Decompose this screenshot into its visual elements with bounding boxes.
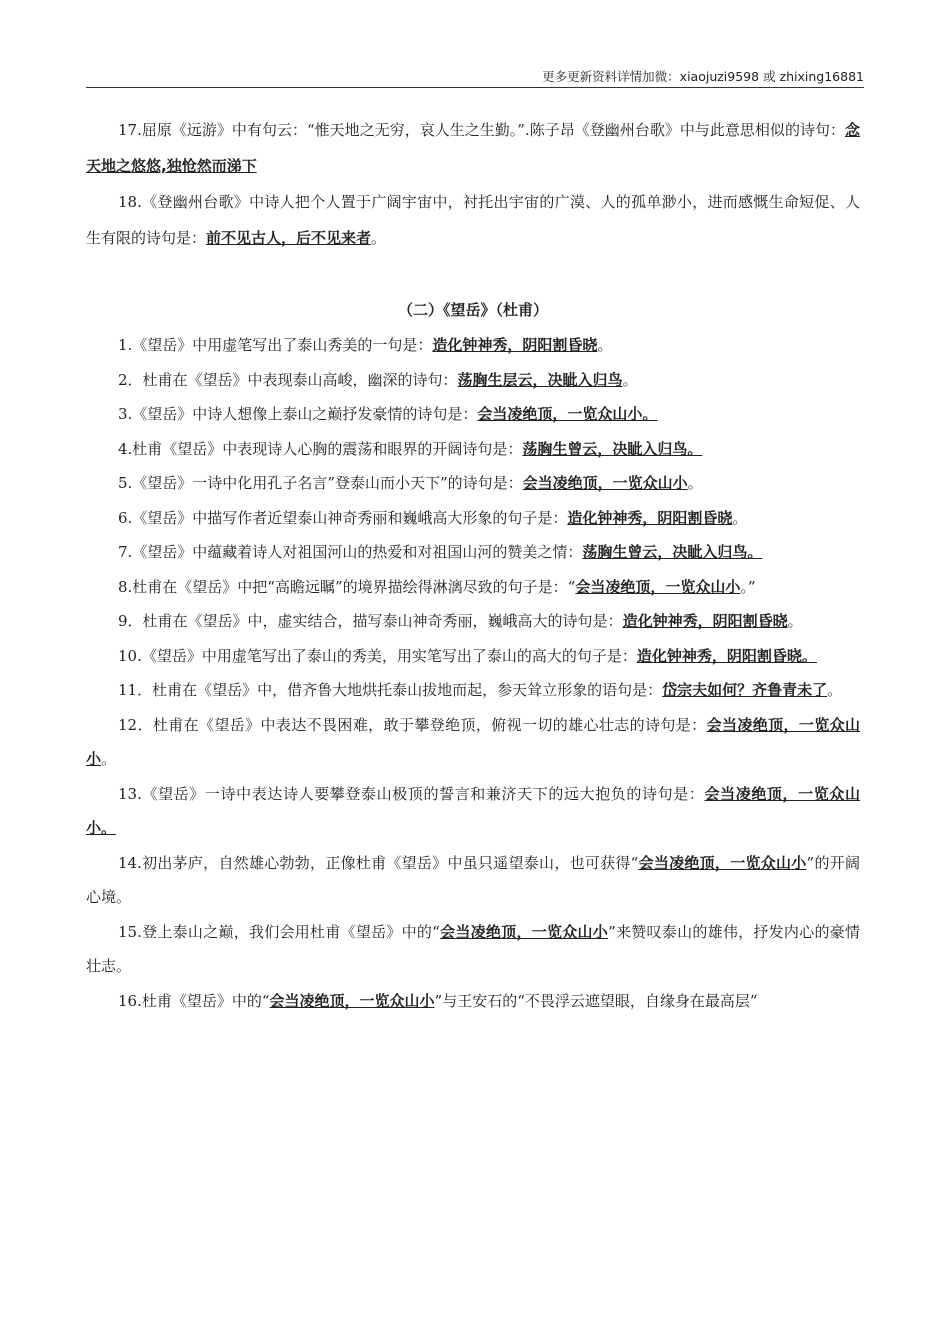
question-text: 17.屈原《远游》中有句云：“惟天地之无穷，哀人生之生勤。”.陈子昂《登幽州台歌》中与此意思相似的诗句： <box>118 121 845 139</box>
question-18 <box>86 184 860 256</box>
answer-text: 会当凌绝顶，一览众山小 <box>269 991 435 1010</box>
question-tail: 。 <box>787 612 803 630</box>
answer-text: 会当凌绝顶，一览众山小 <box>638 853 807 872</box>
question-text: 13.《望岳》一诗中表达诗人要攀登泰山极顶的誓言和兼济天下的远大抱负的诗句是： <box>118 784 705 803</box>
item-4 <box>86 432 860 467</box>
question-tail: 。 <box>732 508 748 527</box>
question-text: 12．杜甫在《望岳》中表达不畏困难，敢于攀登绝顶，俯视一切的雄心壮志的诗句是： <box>118 715 707 734</box>
question-tail: 。 <box>101 750 117 768</box>
page-header <box>86 67 864 88</box>
question-tail: 。 <box>827 681 843 699</box>
answer-text: 荡胸生曾云，决眦入归鸟。 <box>522 439 703 458</box>
answer-text: 会当凌绝顶，一览众山小 <box>439 922 609 941</box>
question-text: 1.《望岳》中用虚笔写出了泰山秀美的一句是： <box>118 336 433 354</box>
answer-text: 造化钟神秀，阴阳割昏晓 <box>432 336 598 354</box>
item-13 <box>86 777 860 846</box>
item-8 <box>86 570 860 605</box>
item-12 <box>86 708 860 777</box>
item-11 <box>86 673 860 708</box>
item-7 <box>86 535 860 570</box>
answer-text: 会当凌绝顶，一览众山小 <box>86 715 860 768</box>
item-2 <box>86 363 860 398</box>
item-3 <box>86 397 860 432</box>
question-tail: 。” <box>740 577 756 596</box>
document-body <box>86 112 860 1018</box>
answer-text: 会当凌绝顶，一览众山小。 <box>477 405 658 423</box>
header-text: 更多更新资料详情加微：xiaojuzi9598 或 zhixing16881 <box>542 69 864 84</box>
answer-text: 会当凌绝顶，一览众山小 <box>522 474 688 492</box>
question-tail: 。 <box>622 370 638 389</box>
item-5 <box>86 466 860 501</box>
question-text: 10.《望岳》中用虚笔写出了泰山的秀美，用实笔写出了泰山的高大的句子是： <box>118 646 637 665</box>
answer-text: 会当凌绝顶，一览众山小 <box>575 577 741 596</box>
answer-text: 岱宗夫如何？齐鲁青未了 <box>662 681 828 699</box>
item-16 <box>86 984 860 1019</box>
question-text: 7.《望岳》中蕴藏着诗人对祖国河山的热爱和对祖国山河的赞美之情： <box>118 543 583 561</box>
question-tail: ”来赞叹泰山的雄伟，抒发内心的豪情壮志。 <box>86 922 860 975</box>
question-tail: ”的开阔心境。 <box>86 853 860 906</box>
question-text: 15.登上泰山之巅，我们会用杜甫《望岳》中的“ <box>118 922 440 941</box>
answer-text: 荡胸生曾云，决眦入归鸟。 <box>582 543 763 561</box>
question-text: 5.《望岳》一诗中化用孔子名言”登泰山而小天下”的诗句是： <box>118 474 523 492</box>
answer-text: 荡胸生层云，决眦入归鸟 <box>457 370 623 389</box>
item-10 <box>86 639 860 674</box>
question-tail: 。 <box>371 229 387 247</box>
answer-text: 造化钟神秀，阴阳割昏晓 <box>567 508 733 527</box>
question-text: 3.《望岳》中诗人想像上泰山之巅抒发豪情的诗句是： <box>118 405 478 423</box>
answer-text: 念天地之悠悠,独怆然而涕下 <box>86 121 860 175</box>
question-tail: 。 <box>597 336 613 354</box>
question-text: 11．杜甫在《望岳》中，借齐鲁大地烘托泰山拔地而起，参天耸立形象的语句是： <box>118 681 663 699</box>
question-text: 6.《望岳》中描写作者近望泰山神奇秀丽和巍峨高大形象的句子是： <box>118 508 568 527</box>
question-text: 16.杜甫《望岳》中的“ <box>118 991 270 1010</box>
answer-text: 造化钟神秀，阴阳割昏晓 <box>622 612 788 630</box>
item-9 <box>86 604 860 639</box>
item-15 <box>86 915 860 984</box>
question-tail: 。 <box>687 474 703 492</box>
question-text: 18.《登幽州台歌》中诗人把个人置于广阔宇宙中，衬托出宇宙的广漠、人的孤单渺小，进而感慨生命短促、人生有限的诗句是： <box>86 193 860 247</box>
question-text: 9．杜甫在《望岳》中，虚实结合，描写泰山神奇秀丽，巍峨高大的诗句是： <box>118 612 623 630</box>
item-14 <box>86 846 860 915</box>
question-17 <box>86 112 860 184</box>
item-1 <box>86 328 860 363</box>
question-text: 8.杜甫在《望岳》中把“高瞻远瞩”的境界描绘得淋漓尽致的句子是：“ <box>118 577 576 596</box>
section-title: （二）《望岳》（杜甫） <box>397 301 548 319</box>
question-tail: ”与王安石的“不畏浮云遮望眼，自缘身在最高层” <box>434 991 758 1010</box>
question-text: 4.杜甫《望岳》中表现诗人心胸的震荡和眼界的开阔诗句是： <box>118 439 523 458</box>
item-6 <box>86 501 860 536</box>
answer-text: 前不见古人，后不见来者 <box>206 229 372 247</box>
answer-text: 造化钟神秀，阴阳割昏晓。 <box>636 646 817 665</box>
question-text: 2．杜甫在《望岳》中表现泰山高峻，幽深的诗句： <box>118 370 458 389</box>
question-text: 14.初出茅庐，自然雄心勃勃，正像杜甫《望岳》中虽只遥望泰山，也可获得“ <box>118 853 639 872</box>
answer-text: 会当凌绝顶，一览众山小。 <box>86 784 860 837</box>
